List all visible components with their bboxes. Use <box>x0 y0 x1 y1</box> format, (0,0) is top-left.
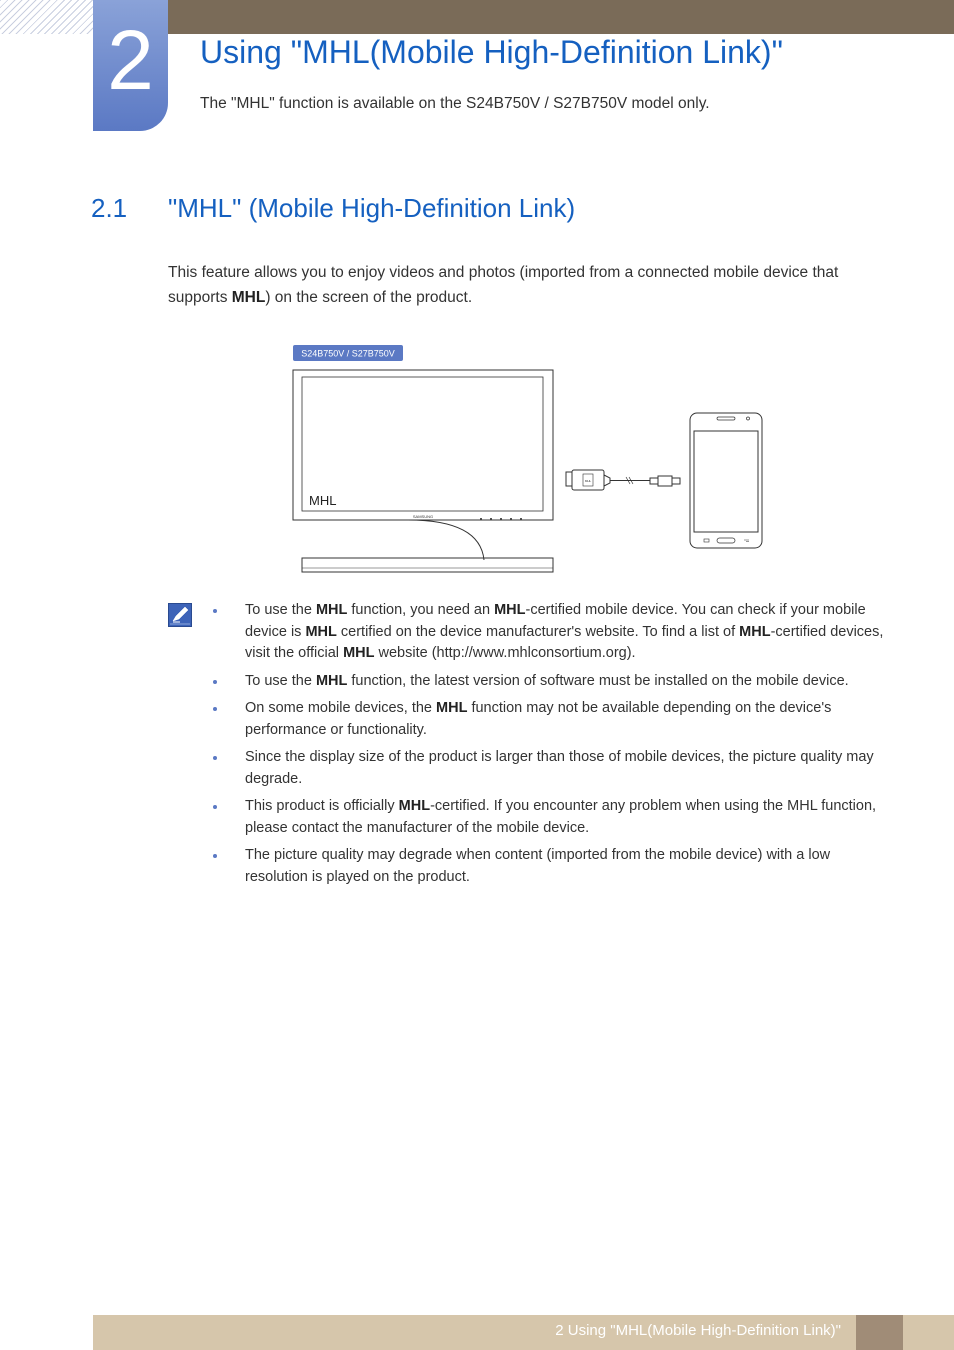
model-badge-text: S24B750V / S27B750V <box>301 348 395 359</box>
note-text: -certified mobile device. You can check if your mobile device is <box>245 602 866 640</box>
note-pencil-icon <box>168 603 192 627</box>
chapter-number: 2 <box>107 13 154 107</box>
header-hatch-decoration <box>0 0 93 34</box>
note-text: To use the <box>245 602 316 618</box>
note-item <box>210 600 890 665</box>
chapter-intro: The "MHL" function is available on the S24B750V / S27B750V model only. <box>200 95 710 112</box>
mhl-connection-diagram <box>280 340 780 580</box>
note-item <box>210 698 890 741</box>
note-text: Since the display size of the product is larger than those of mobile devices, the picture quality may degrade. <box>245 749 874 787</box>
note-bold-text: MHL <box>305 623 337 640</box>
note-item <box>210 747 890 790</box>
monitor-mhl-label: MHL <box>309 493 337 508</box>
chapter-number-tab <box>93 0 168 131</box>
note-text: function, you need an <box>347 602 495 618</box>
note-item <box>210 796 890 839</box>
note-text: website (http://www.mhlconsortium.org). <box>374 645 636 661</box>
note-bold-text: MHL <box>436 700 468 716</box>
bullet-dot-icon <box>213 805 217 809</box>
note-text: -certified devices, visit the official <box>245 623 884 661</box>
section-title: "MHL" (Mobile High-Definition Link) <box>168 193 576 223</box>
note-bold-text: MHL <box>398 798 431 814</box>
note-text: On some mobile devices, the <box>245 700 437 716</box>
footer-chapter-title: 2 Using "MHL(Mobile High-Definition Link)" <box>555 1322 841 1339</box>
connector-mhl-label: MHL <box>584 479 592 483</box>
note-bold-text: MHL <box>315 602 348 618</box>
mhl-diagram-svg <box>280 340 780 580</box>
monitor-brand-logo: SAMSUNG <box>412 514 434 519</box>
section-number: 2.1 <box>91 193 128 223</box>
note-item <box>210 845 890 888</box>
note-bold-text: MHL <box>739 623 771 640</box>
note-text: To use the <box>245 672 316 689</box>
monitor-buttons <box>480 518 522 520</box>
bullet-dot-icon <box>213 609 217 613</box>
mhl-cable <box>566 470 680 490</box>
note-text: function, the latest version of software must be installed on the mobile device. <box>347 672 849 689</box>
note-text: certified on the device manufacturer's website. To find a list of <box>336 623 740 640</box>
mobile-phone-drawing <box>690 413 762 548</box>
bullet-dot-icon <box>213 756 217 760</box>
note-text: This product is officially <box>245 798 399 814</box>
notes-list <box>210 600 890 894</box>
section-description <box>168 260 868 310</box>
chapter-title: Using "MHL(Mobile High-Definition Link)" <box>200 34 783 70</box>
note-bold-text: MHL <box>494 602 526 618</box>
note-item <box>210 671 890 693</box>
header-bar <box>93 0 954 34</box>
desc-bold-mhl: MHL <box>231 289 266 306</box>
bullet-dot-icon <box>213 854 217 858</box>
desc-text-2: ) on the screen of the product. <box>265 289 473 306</box>
note-text: The picture quality may degrade when content (imported from the mobile device) with a low resolution is played on the product. <box>245 847 831 885</box>
footer-page-number-box <box>856 1315 903 1350</box>
bullet-dot-icon <box>213 707 217 711</box>
note-bold-text: MHL <box>343 645 375 661</box>
monitor-drawing <box>293 370 553 572</box>
page-footer <box>93 1315 954 1350</box>
note-text: function may not be available depending on the device's performance or functionality. <box>245 700 832 738</box>
desc-text-1: This feature allows you to enjoy videos and photos (imported from a connected mobile device that supports <box>168 264 839 306</box>
bullet-dot-icon <box>213 680 217 684</box>
note-text: -certified. If you encounter any problem when using the MHL function, please contact the manufacturer of the mobile device. <box>245 798 877 836</box>
note-bold-text: MHL <box>315 672 348 689</box>
